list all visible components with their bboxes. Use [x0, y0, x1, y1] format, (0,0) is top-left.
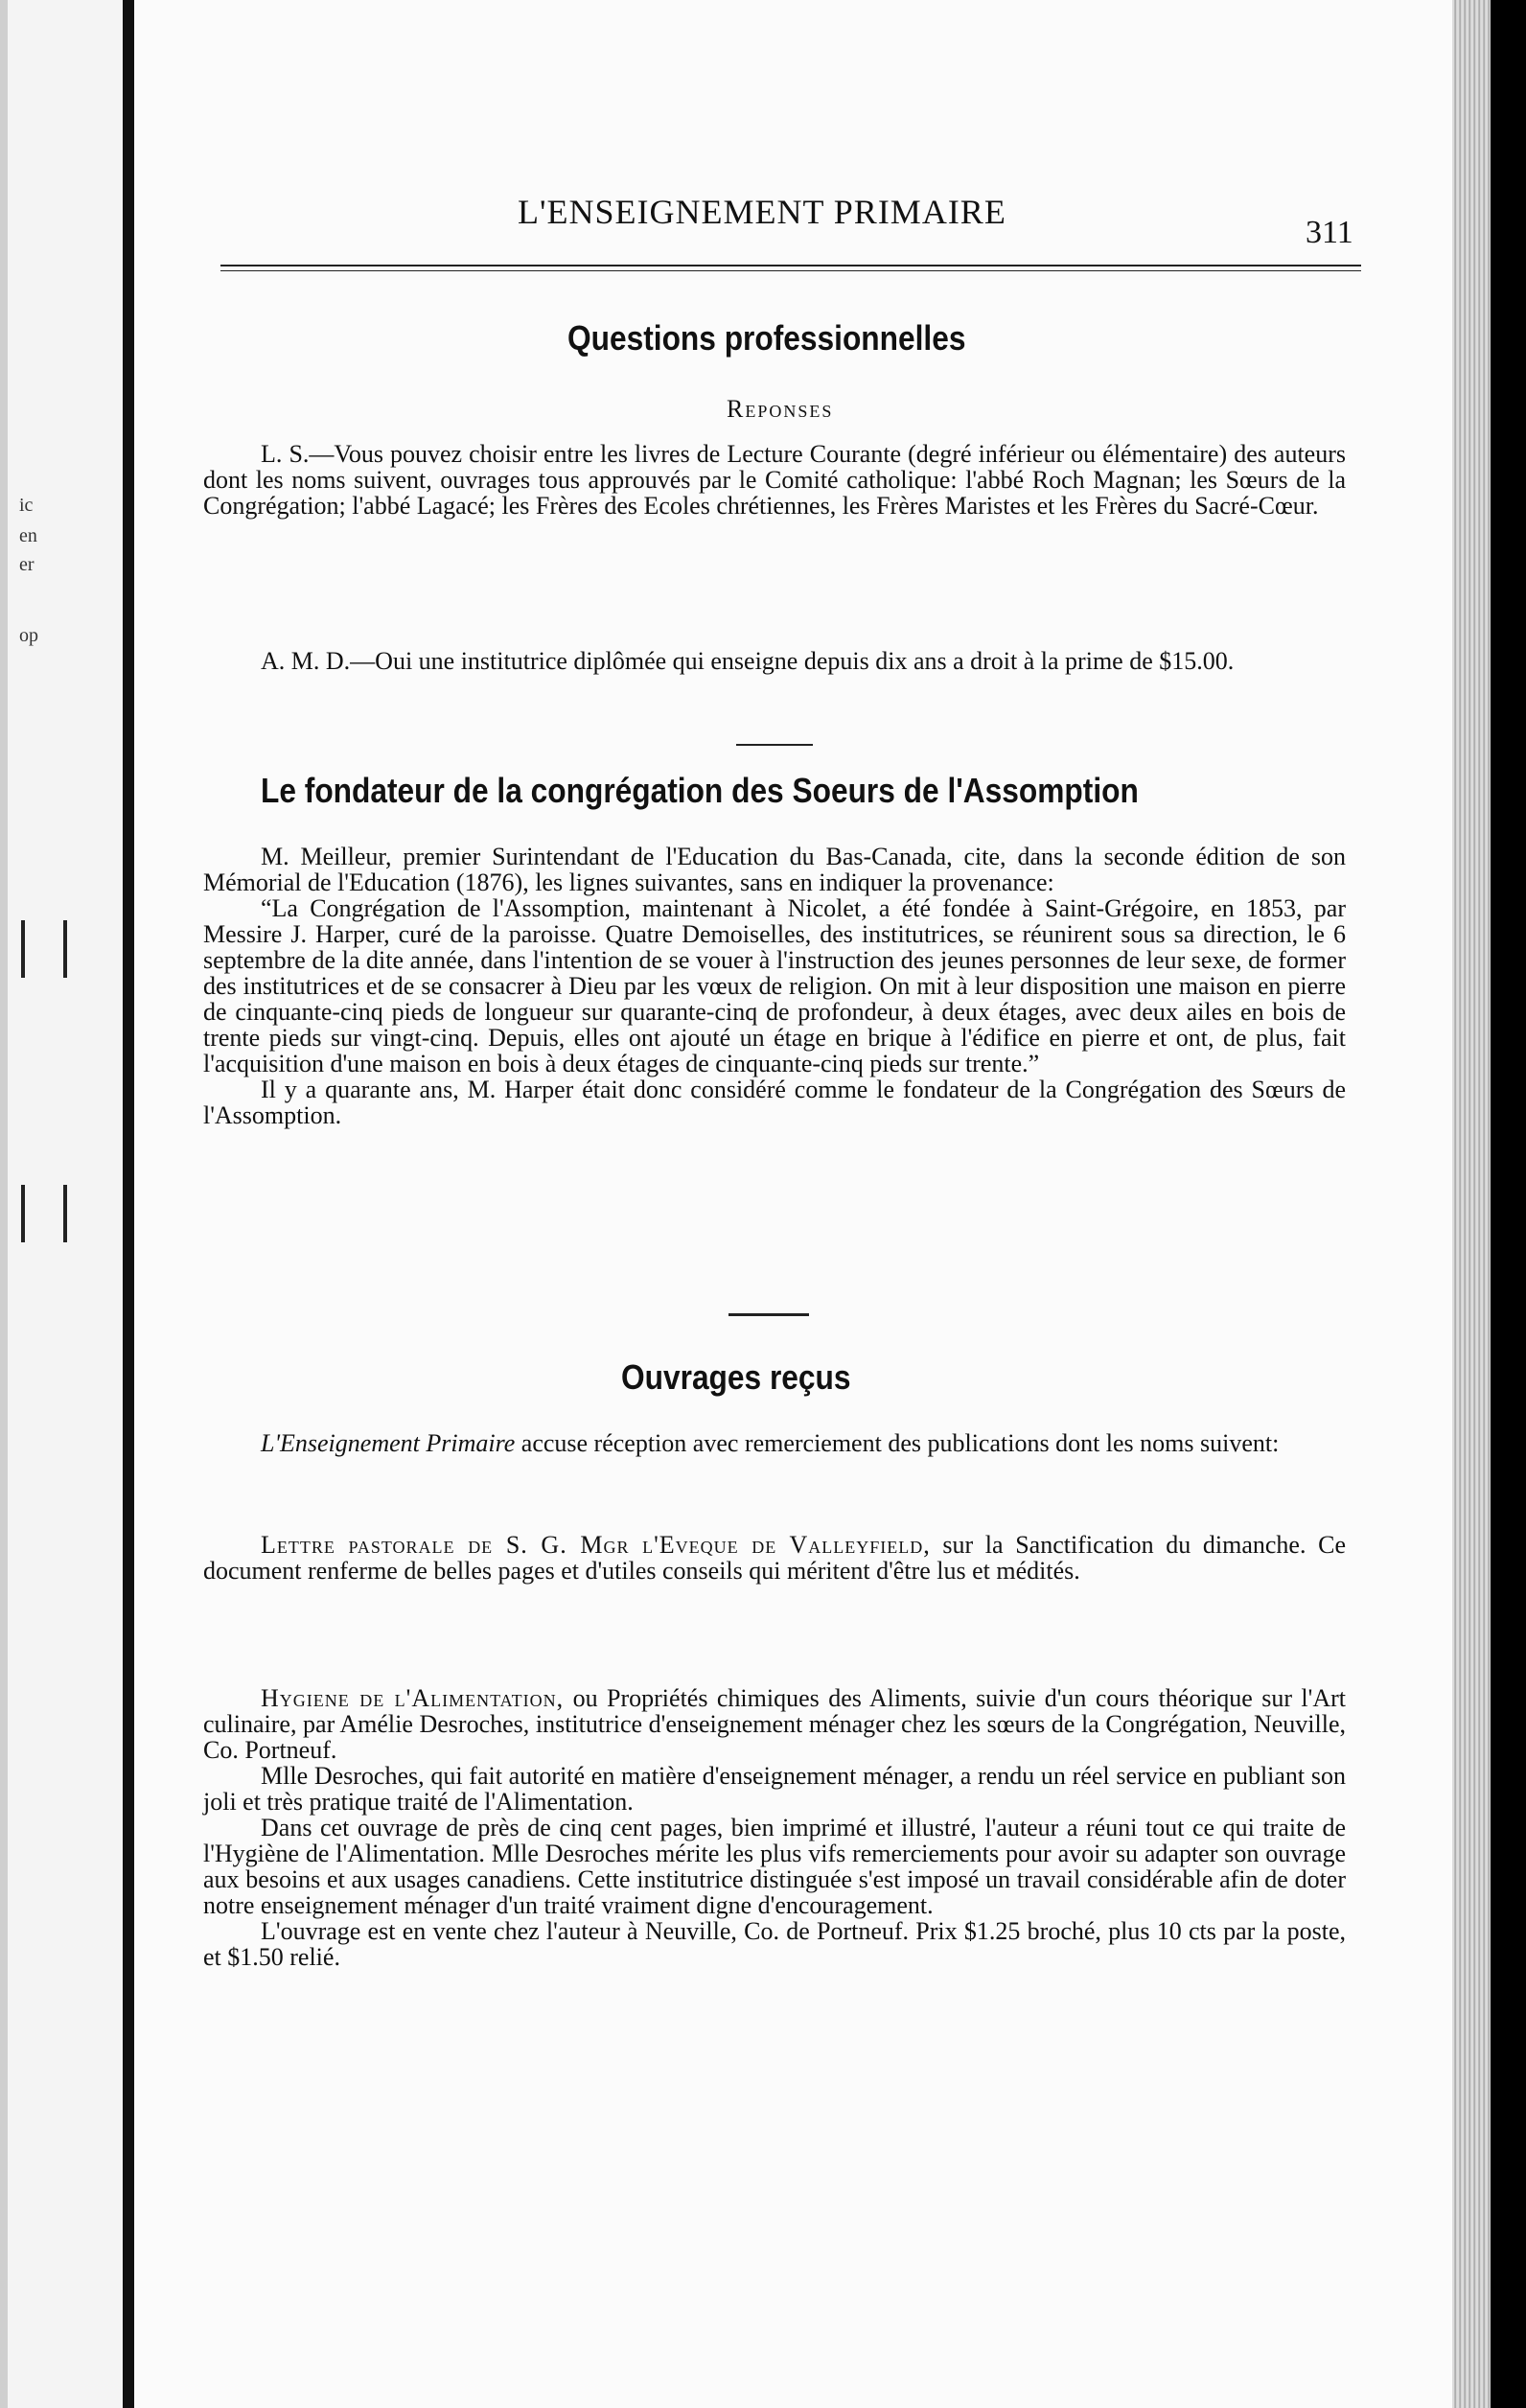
hygiene-review-2: Dans cet ouvrage de près de cinq cent pages, bien imprimé et illustré, l'auteur a réuni tout ce qui traite de l'Hygiène de l'Alimentation. Mlle Desroches mérite les plus vifs remerciements pour avoir su adapter son ouvrage aux besoins et aux usages canadiens. Cette institutrice distinguée s'est imposé un travail considérable afin de doter notre enseignement ménager d'un traité vraiment digne d'encouragement. — [203, 1814, 1346, 1919]
left-page-fragment: er — [19, 554, 35, 575]
running-title: L'ENSEIGNEMENT PRIMAIRE — [518, 193, 1006, 231]
item-hygiene — [203, 1685, 1346, 1970]
answer-ls — [203, 441, 1346, 519]
header-rule-thin — [220, 270, 1361, 271]
hygiene-price: L'ouvrage est en vente chez l'auteur à Neuville, Co. de Portneuf. Prix $1.25 broché, plus 10 cts par la poste, et $1.50 relié. — [203, 1917, 1346, 1971]
answer-amd — [203, 648, 1346, 674]
item-hygiene-title: Hygiene de l'Alimentation, — [261, 1684, 565, 1712]
answer-ls-text: L. S.—Vous pouvez choisir entre les livres de Lecture Courante (degré inférieur ou élémentaire) des auteurs dont les noms suivent, ouvrages tous approuvés par le Comité catholique: l'abbé Roch Magnan; les Sœurs de la Congrégation; l'abbé Lagacé; les Frères des Ecoles chrétiennes, les Frères Maristes et les Frères du Sacré-Cœur. — [203, 440, 1346, 520]
section-title-ouvrages: Ouvrages reçus — [621, 1357, 851, 1397]
journal-title: L'Enseignement Primaire — [261, 1429, 516, 1457]
ouvrages-intro — [203, 1430, 1346, 1456]
fondateur-quote: “La Congrégation de l'Assomption, maintenant à Nicolet, a été fondée à Saint-Grégoire, en 1853, par Messire J. Harper, curé de la paroisse. Quatre Demoiselles, des institutrices, se réunirent sous sa direction, le 6 septembre de la dite année, dans l'intention de se vouer à l'instruction des jeunes personnes de leur sexe, de former des institutrices et de se consacrer à Dieu par les vœux de religion. On mit à leur disposition une maison en pierre de cinquante-cinq pieds de longueur sur quarante-cinq de profondeur, à deux étages, avec deux ailes en bois de trente pieds sur vingt-cinq. Depuis, elles ont ajouté un étage en brique à l'édifice en pierre et ont, de plus, fait l'acquisition d'une maison en bois à deux étages de cinquante-cinq pieds sur trente.” — [203, 894, 1346, 1077]
ouvrages-intro-text — [203, 1430, 1346, 1456]
left-page-fragment: ic — [19, 495, 34, 516]
item-lettre-text — [203, 1532, 1346, 1584]
left-page-glyph-mark — [21, 920, 67, 978]
left-page-fragment: op — [19, 625, 38, 646]
answer-amd-text: A. M. D.—Oui une institutrice diplômée qui enseigne depuis dix ans a droit à la prime de $15.00. — [261, 647, 1235, 675]
hygiene-review-1: Mlle Desroches, qui fait autorité en matière d'enseignement ménager, a rendu un réel service en publiant son joli et très pratique traité de l'Alimentation. — [203, 1762, 1346, 1816]
item-lettre-pastorale — [203, 1532, 1346, 1584]
section-separator — [728, 1313, 809, 1316]
left-facing-page — [0, 0, 123, 2408]
item-lettre-title: Lettre pastorale de S. G. Mgr l'Eveque de Valleyfield, — [261, 1531, 931, 1559]
fondateur-conclusion: Il y a quarante ans, M. Harper était donc considéré comme le fondateur de la Congrégation des Sœurs de l'Assomption. — [203, 1076, 1346, 1129]
ouvrages-intro-rest: accuse réception avec remerciement des publications dont les noms suivent: — [515, 1429, 1280, 1457]
section-title-questions: Questions professionnelles — [567, 318, 966, 358]
left-page-fragment: en — [19, 525, 37, 546]
header-rule — [220, 265, 1361, 266]
section-subtitle-reponses: Reponses — [727, 395, 834, 423]
page-stack-edge — [1452, 0, 1491, 2408]
section-title-fondateur: Le fondateur de la congrégation des Soeurs de l'Assomption — [261, 771, 1139, 810]
fondateur-intro: M. Meilleur, premier Surintendant de l'Education du Bas-Canada, cite, dans la seconde édition de son Mémorial de l'Education (1876), les lignes suivantes, sans en indiquer la provenance: — [203, 843, 1346, 896]
left-page-edge — [0, 0, 8, 2408]
fondateur-body — [203, 844, 1346, 1128]
item-lettre-rest: sur la Sanctification du dimanche. Ce document renferme de belles pages et d'utiles conseils qui méritent d'être lus et médités. — [203, 1531, 1346, 1585]
section-separator — [736, 744, 813, 746]
item-hygiene-text — [203, 1685, 1346, 1763]
item-hygiene-rest: ou Propriétés chimiques des Aliments, suivie d'un cours théorique sur l'Art culinaire, par Amélie Desroches, institutrice d'enseignement ménager chez les sœurs de la Congrégation, Neuville, Co. Portneuf. — [203, 1684, 1346, 1764]
scanned-page — [134, 0, 1476, 2408]
left-page-glyph-mark — [21, 1185, 67, 1242]
page-number: 311 — [1306, 215, 1353, 250]
